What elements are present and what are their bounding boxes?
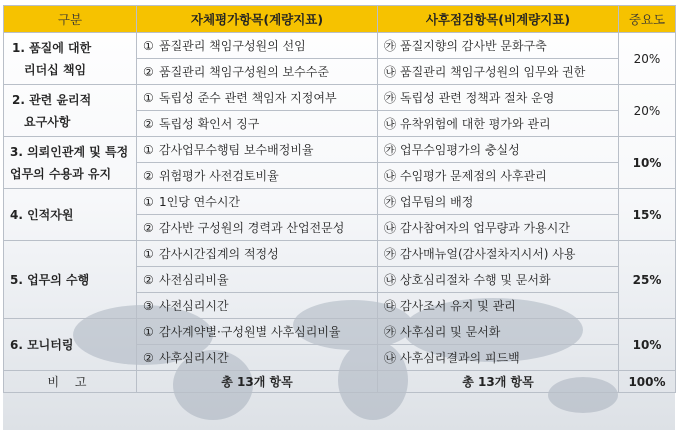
header-category: 구분 (4, 6, 137, 33)
post-item (378, 33, 619, 59)
self-item (137, 241, 378, 267)
item-number: ㉮ (384, 91, 397, 105)
item-number: ㉯ (384, 65, 397, 79)
item-number: ㉮ (384, 195, 397, 209)
item-number: ㉮ (384, 247, 397, 261)
item-text: 위험평가 사전검토비율 (159, 169, 279, 183)
category-cell (4, 137, 137, 189)
table-row (4, 85, 676, 111)
post-item (378, 137, 619, 163)
post-item (378, 85, 619, 111)
self-item (137, 163, 378, 189)
item-number: ㉯ (384, 273, 397, 287)
header-row (4, 6, 676, 33)
post-item (378, 59, 619, 85)
table-row (4, 33, 676, 59)
item-number: ㉯ (384, 221, 397, 235)
table-row (4, 189, 676, 215)
item-text: 독립성 준수 관련 책임자 지정여부 (159, 91, 337, 105)
item-text: 사후심리결과의 피드백 (400, 351, 520, 365)
item-number: ① (143, 195, 154, 209)
self-item (137, 293, 378, 319)
item-text: 업무팀의 배정 (400, 195, 474, 209)
table-container (3, 5, 675, 430)
post-item (378, 267, 619, 293)
item-number: ㉯ (384, 351, 397, 365)
item-text: 감사업무수행팀 보수배정비율 (159, 143, 314, 157)
item-text: 감사매뉴얼(감사절차지시서) 사용 (400, 247, 576, 261)
item-text: 사전심리시간 (159, 299, 229, 313)
self-total-cell: 총 13개 항목 (137, 371, 378, 393)
item-number: ㉯ (384, 169, 397, 183)
table-row (4, 319, 676, 345)
post-item (378, 345, 619, 371)
category-cell: 6. 모니터링 (4, 319, 137, 371)
category-title: 2. 관련 윤리적 (12, 92, 92, 107)
footer-row (4, 371, 676, 393)
category-title-line2: 업무의 수용과 유지 (10, 166, 112, 181)
weight-cell: 20% (619, 33, 676, 85)
item-text: 독립성 관련 정책과 절차 운영 (400, 91, 555, 105)
item-text: 감사반 구성원의 경력과 산업전문성 (159, 221, 345, 235)
self-item (137, 267, 378, 293)
item-text: 업무수임평가의 충실성 (400, 143, 520, 157)
item-number: ① (143, 91, 154, 105)
weight-cell: 10% (619, 137, 676, 189)
item-text: 감사계약별·구성원별 사후심리비율 (159, 325, 341, 339)
item-text: 수임평가 문제점의 사후관리 (400, 169, 547, 183)
item-number: ③ (143, 299, 154, 313)
self-item (137, 215, 378, 241)
category-title: 1. 품질에 대한 (12, 40, 92, 55)
item-text: 사후심리 및 문서화 (400, 325, 501, 339)
category-cell (4, 85, 137, 137)
item-text: 1인당 연수시간 (159, 195, 241, 209)
item-text: 사후심리시간 (159, 351, 229, 365)
header-post-items: 사후점검항목(비계량지표) (378, 6, 619, 33)
self-item (137, 189, 378, 215)
item-number: ② (143, 65, 154, 79)
post-item (378, 189, 619, 215)
item-number: ① (143, 143, 154, 157)
category-cell: 5. 업무의 수행 (4, 241, 137, 319)
table-row (4, 137, 676, 163)
post-total-cell: 총 13개 항목 (378, 371, 619, 393)
category-title-line2: 리더십 책임 (24, 62, 87, 77)
item-number: ② (143, 351, 154, 365)
self-item (137, 59, 378, 85)
item-number: ㉮ (384, 325, 397, 339)
category-title-line2: 요구사항 (24, 114, 71, 129)
self-item (137, 33, 378, 59)
header-self-items: 자체평가항목(계량지표) (137, 6, 378, 33)
weight-cell: 20% (619, 85, 676, 137)
weight-cell: 10% (619, 319, 676, 371)
item-number: ② (143, 273, 154, 287)
post-item (378, 215, 619, 241)
item-text: 감사조서 유지 및 관리 (400, 299, 516, 313)
post-item (378, 241, 619, 267)
item-text: 품질지향의 감사반 문화구축 (400, 39, 547, 53)
weight-total-cell: 100% (619, 371, 676, 393)
item-number: ② (143, 117, 154, 131)
category-title: 3. 의뢰인관계 및 특정 (10, 144, 129, 159)
self-item (137, 345, 378, 371)
item-number: ② (143, 169, 154, 183)
self-item (137, 137, 378, 163)
item-number: ㉮ (384, 39, 397, 53)
self-item (137, 319, 378, 345)
category-cell (4, 33, 137, 85)
item-text: 상호심리절차 수행 및 문서화 (400, 273, 551, 287)
quality-evaluation-table (3, 5, 676, 393)
category-cell: 4. 인적자원 (4, 189, 137, 241)
item-number: ㉮ (384, 143, 397, 157)
item-number: ㉰ (384, 299, 397, 313)
self-item (137, 85, 378, 111)
item-text: 품질관리 책임구성원의 보수수준 (159, 65, 329, 79)
self-item (137, 111, 378, 137)
item-number: ① (143, 39, 154, 53)
table-row (4, 241, 676, 267)
header-weight: 중요도 (619, 6, 676, 33)
item-text: 사전심리비율 (159, 273, 229, 287)
item-text: 독립성 확인서 징구 (159, 117, 260, 131)
weight-cell: 15% (619, 189, 676, 241)
item-text: 품질관리 책임구성원의 임무와 권한 (400, 65, 586, 79)
remark-cell: 비 고 (4, 371, 137, 393)
weight-cell: 25% (619, 241, 676, 319)
post-item (378, 319, 619, 345)
item-number: ② (143, 221, 154, 235)
item-number: ① (143, 247, 154, 261)
item-text: 감사참여자의 업무량과 가용시간 (400, 221, 570, 235)
item-text: 품질관리 책임구성원의 선임 (159, 39, 306, 53)
item-text: 감사시간집계의 적정성 (159, 247, 279, 261)
item-number: ㉯ (384, 117, 397, 131)
post-item (378, 293, 619, 319)
post-item (378, 163, 619, 189)
item-number: ① (143, 325, 154, 339)
post-item (378, 111, 619, 137)
item-text: 유착위험에 대한 평가와 관리 (400, 117, 551, 131)
